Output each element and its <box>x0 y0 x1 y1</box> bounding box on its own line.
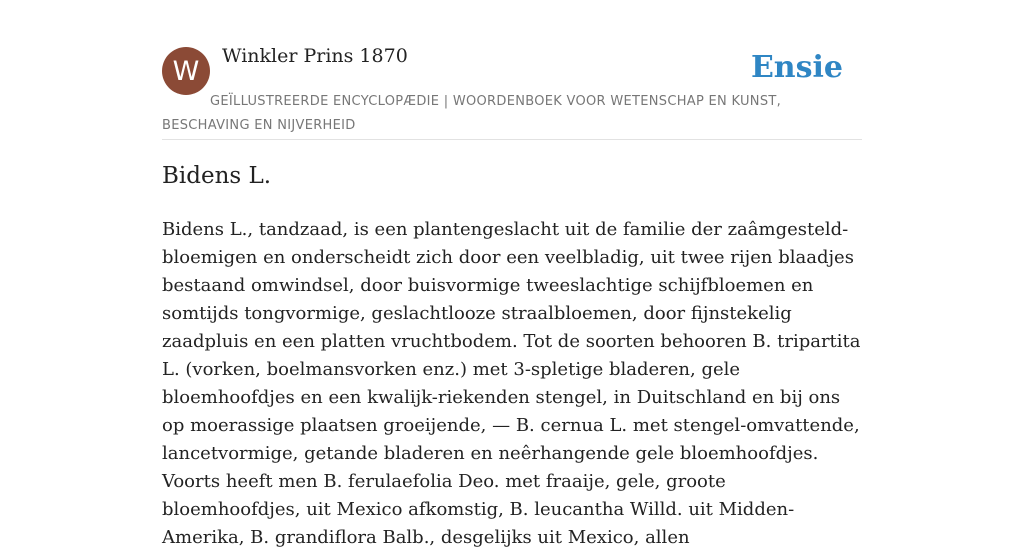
article-title: Bidens L. <box>162 163 272 189</box>
ensie-logo[interactable]: Ensie <box>750 50 843 85</box>
source-avatar[interactable]: W <box>162 47 210 95</box>
source-subtitle: GEÏLLUSTREERDE ENCYCLOPÆDIE | WOORDENBOEK VOOR WETENSCHAP EN KUNST, BESCHAVING EN NIJVERHEID <box>162 94 782 133</box>
site-header <box>162 0 862 140</box>
header-divider <box>162 139 862 140</box>
article-body: Bidens L., tandzaad, is een plantengeslacht uit de familie der zaâmgesteld-bloemigen en onderscheidt zich door een veelbladig, uit twee rijen blaadjes bestaand omwindsel, door buisvormige tweeslachtige schijfbloemen en somtijds tongvormige, geslachtlooze straalbloemen, door fijnstekelig zaadpluis en een platten vruchtbodem. Tot de soorten behooren B. tripartita L. (vorken, boelmansvorken enz.) met 3-spletige bladeren, gele bloemhoofdjes en een kwalijk-riekenden stengel, in Duitschland en bij ons op moerassige plaatsen groeijende, — B. cernua L. met stengel-omvattende, lancetvormige, getande bladeren en neêrhangende gele bloemhoofdjes. Voorts heeft men B. ferulaefolia Deo. met fraaije, gele, groote bloemhoofdjes, uit Mexico afkomstig, B. leucantha Willd. uit Midden-Amerika, B. grandiflora Balb., desgelijks uit Mexico, allen <box>162 219 861 548</box>
source-title[interactable]: Winkler Prins 1870 <box>222 45 408 67</box>
